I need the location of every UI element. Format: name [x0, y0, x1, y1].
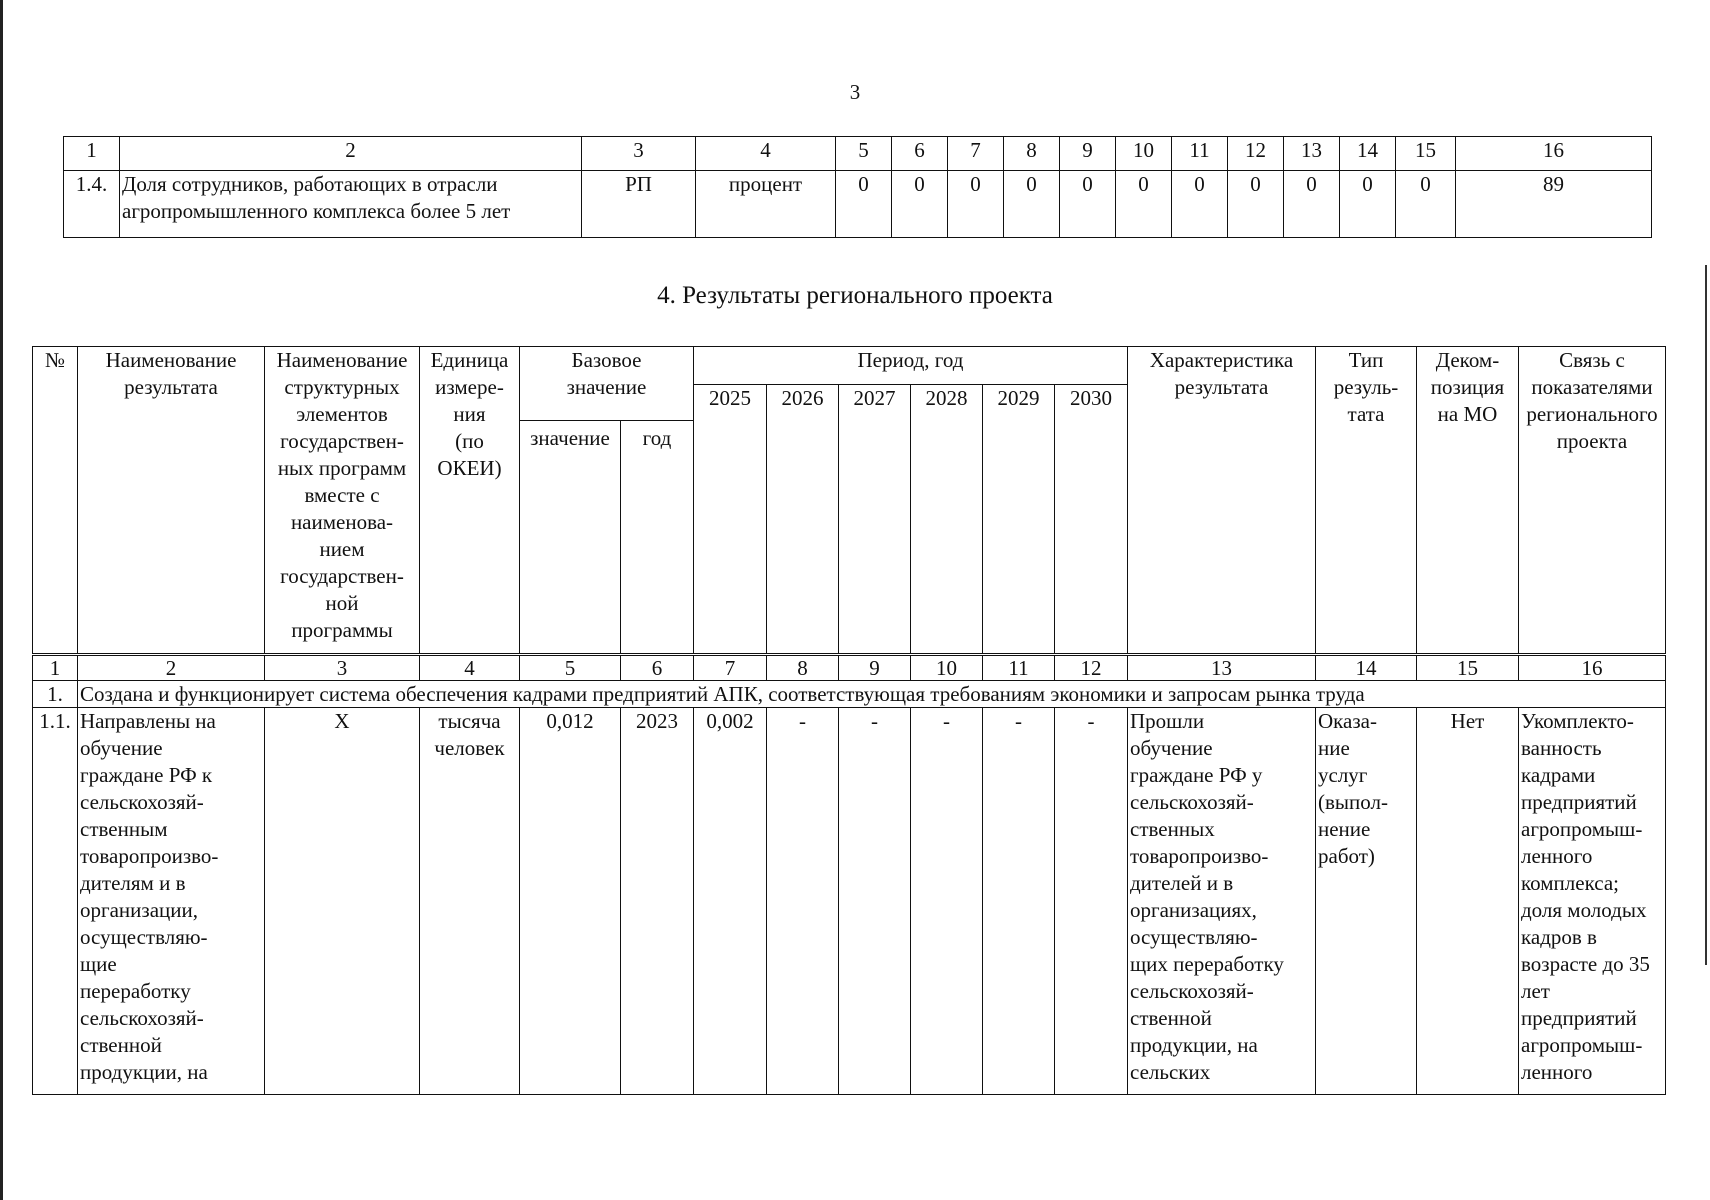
header-unit: [420, 347, 520, 655]
col-num: 14: [1316, 655, 1417, 681]
text-line: элементов: [296, 402, 388, 426]
header-link-indicators: [1519, 347, 1666, 655]
header-structural-elements: [265, 347, 420, 655]
header-result-name: [78, 347, 265, 655]
text-line: ственных: [1130, 817, 1215, 841]
section-row: [33, 681, 1666, 708]
header-base-value-value: значение: [520, 421, 621, 655]
text-line: измере-: [435, 375, 504, 399]
text-line: государствен-: [280, 564, 404, 588]
row-number: 1.1.: [33, 708, 78, 1095]
text-line: ленного: [1521, 1060, 1593, 1084]
header-period: Период, год: [694, 347, 1128, 385]
text-line: Наименование: [105, 348, 237, 372]
header-year: 2025: [694, 385, 767, 655]
table-row: [33, 708, 1666, 1095]
value-cell: 0: [1340, 171, 1396, 238]
indicator-name: [120, 171, 582, 238]
text-line: программы: [291, 618, 393, 642]
text-line: тысяча: [438, 709, 501, 733]
text-line: Деком-: [1435, 348, 1500, 372]
text-line: (по: [455, 429, 484, 453]
result-characteristic: [1128, 708, 1316, 1095]
text-line: ственной: [80, 1033, 162, 1057]
text-line: структурных: [284, 375, 400, 399]
table-row: [64, 171, 1652, 238]
text-line: нием: [319, 537, 365, 561]
text-line: дителям и в: [80, 871, 186, 895]
col-num: 12: [1055, 655, 1128, 681]
indicators-header-row: [64, 137, 1652, 171]
text-line: доля молодых: [1521, 898, 1647, 922]
unit: [420, 708, 520, 1095]
right-page-edge: [1705, 265, 1707, 965]
value-cell: 0: [1060, 171, 1116, 238]
col-num: 4: [420, 655, 520, 681]
text-line: ванность: [1521, 736, 1602, 760]
text-line: продукции, на: [80, 1060, 208, 1084]
base-value: 0,012: [520, 708, 621, 1095]
text-line: Базовое: [571, 348, 642, 372]
col-num: 9: [1060, 137, 1116, 171]
col-num: 8: [767, 655, 839, 681]
page-number: 3: [849, 80, 861, 104]
text-line: сельскохозяй-: [80, 790, 204, 814]
header-result-type: [1316, 347, 1417, 655]
text-line: организациях,: [1130, 898, 1257, 922]
text-line: Доля сотрудников, работающих в отрасли: [122, 172, 498, 196]
col-num: 10: [911, 655, 983, 681]
text-line: щих переработку: [1130, 952, 1284, 976]
row-number: 1.4.: [64, 171, 120, 238]
column-numbers-row: [33, 655, 1666, 681]
col-num: 1: [33, 655, 78, 681]
value-cell: 0: [1004, 171, 1060, 238]
col-num: 9: [839, 655, 911, 681]
left-page-edge: [0, 0, 3, 1200]
text-line: предприятий: [1521, 1006, 1637, 1030]
text-line: (выпол-: [1318, 790, 1388, 814]
header-row-1: [33, 347, 1666, 385]
text-line: услуг: [1318, 763, 1368, 787]
text-line: граждане РФ к: [80, 763, 213, 787]
col-num: 15: [1396, 137, 1456, 171]
value-cell: 0: [948, 171, 1004, 238]
text-line: ОКЕИ): [437, 456, 502, 480]
text-line: работ): [1318, 844, 1375, 868]
base-year: 2023: [621, 708, 694, 1095]
header-year: 2026: [767, 385, 839, 655]
text-line: агропромышленного комплекса более 5 лет: [122, 199, 511, 223]
text-line: показателями: [1531, 375, 1653, 399]
text-line: результата: [124, 375, 218, 399]
value-cell: 0: [1396, 171, 1456, 238]
col-num: 6: [892, 137, 948, 171]
text-line: резуль-: [1333, 375, 1399, 399]
text-line: возрасте до 35: [1521, 952, 1650, 976]
text-line: товаропроизво-: [1130, 844, 1269, 868]
text-line: сельскохозяй-: [1130, 979, 1254, 1003]
indicator-unit: процент: [696, 171, 836, 238]
results-table: [32, 346, 1666, 1095]
header-num: №: [33, 347, 78, 655]
col-num: 7: [694, 655, 767, 681]
text-line: результата: [1174, 375, 1269, 399]
text-line: граждане РФ у: [1130, 763, 1263, 787]
indicator-level: РП: [582, 171, 696, 238]
text-line: значение: [566, 375, 647, 399]
col-num: 1: [64, 137, 120, 171]
text-line: осуществляю-: [1130, 925, 1258, 949]
text-line: сельских: [1130, 1060, 1211, 1084]
value-cell: 0: [1116, 171, 1172, 238]
col-num: 5: [520, 655, 621, 681]
structural-element: Х: [265, 708, 420, 1095]
col-num: 6: [621, 655, 694, 681]
text-line: нение: [1318, 817, 1371, 841]
value-cell: 0: [1228, 171, 1284, 238]
indicators-table: [63, 136, 1652, 238]
text-line: регионального: [1526, 402, 1658, 426]
value-cell: 89: [1456, 171, 1652, 238]
header-base-value-year: год: [621, 421, 694, 655]
col-num: 11: [983, 655, 1055, 681]
header-characteristic: [1128, 347, 1316, 655]
text-line: предприятий: [1521, 790, 1637, 814]
text-line: щие: [80, 952, 117, 976]
text-line: переработку: [80, 979, 191, 1003]
col-num: 12: [1228, 137, 1284, 171]
text-line: дителей и в: [1130, 871, 1234, 895]
text-line: ния: [453, 402, 486, 426]
col-num: 8: [1004, 137, 1060, 171]
text-line: ных программ: [277, 456, 407, 480]
header-base-value: [520, 347, 694, 421]
col-num: 14: [1340, 137, 1396, 171]
text-line: человек: [434, 736, 505, 760]
link-indicators: [1519, 708, 1666, 1095]
text-line: сельскохозяй-: [80, 1006, 204, 1030]
col-num: 13: [1284, 137, 1340, 171]
text-line: комплекса;: [1521, 871, 1619, 895]
header-year: 2028: [911, 385, 983, 655]
section-number: 1.: [33, 681, 78, 708]
col-num: 2: [78, 655, 265, 681]
text-line: Связь с: [1559, 348, 1625, 372]
text-line: государствен-: [280, 429, 404, 453]
text-line: кадрами: [1521, 763, 1596, 787]
result-type: [1316, 708, 1417, 1095]
text-line: лет: [1521, 979, 1550, 1003]
text-line: агропромыш-: [1521, 817, 1643, 841]
text-line: тата: [1347, 402, 1385, 426]
col-num: 13: [1128, 655, 1316, 681]
text-line: ной: [325, 591, 359, 615]
col-num: 10: [1116, 137, 1172, 171]
text-line: на МО: [1437, 402, 1498, 426]
col-num: 7: [948, 137, 1004, 171]
decomposition: Нет: [1417, 708, 1519, 1095]
year-value: -: [1055, 708, 1128, 1095]
result-name: [78, 708, 265, 1095]
text-line: Наименование: [276, 348, 408, 372]
col-num: 5: [836, 137, 892, 171]
text-line: наименова-: [290, 510, 394, 534]
text-line: позиция: [1430, 375, 1505, 399]
text-line: Прошли: [1130, 709, 1205, 733]
col-num: 3: [265, 655, 420, 681]
header-year: 2030: [1055, 385, 1128, 655]
year-value: -: [911, 708, 983, 1095]
col-num: 4: [696, 137, 836, 171]
year-value: -: [767, 708, 839, 1095]
text-line: вместе с: [304, 483, 380, 507]
text-line: агропромыш-: [1521, 1033, 1643, 1057]
text-line: ственным: [80, 817, 168, 841]
year-value: 0,002: [694, 708, 767, 1095]
value-cell: 0: [836, 171, 892, 238]
text-line: Тип: [1348, 348, 1384, 372]
text-line: Единица: [430, 348, 509, 372]
year-value: -: [983, 708, 1055, 1095]
value-cell: 0: [1172, 171, 1228, 238]
text-line: организации,: [80, 898, 198, 922]
col-num: 2: [120, 137, 582, 171]
header-year: 2027: [839, 385, 911, 655]
col-num: 11: [1172, 137, 1228, 171]
value-cell: 0: [1284, 171, 1340, 238]
year-value: -: [839, 708, 911, 1095]
col-num: 16: [1456, 137, 1652, 171]
text-line: ленного: [1521, 844, 1593, 868]
header-decomposition: [1417, 347, 1519, 655]
text-line: Направлены на: [80, 709, 216, 733]
text-line: кадров в: [1521, 925, 1597, 949]
text-line: товаропроизво-: [80, 844, 219, 868]
text-line: Оказа-: [1318, 709, 1377, 733]
text-line: ственной: [1130, 1006, 1212, 1030]
text-line: Укомплекто-: [1521, 709, 1634, 733]
col-num: 16: [1519, 655, 1666, 681]
text-line: Характеристика: [1149, 348, 1294, 372]
text-line: продукции, на: [1130, 1033, 1258, 1057]
text-line: осуществляю-: [80, 925, 208, 949]
text-line: проекта: [1556, 429, 1628, 453]
text-line: обучение: [1130, 736, 1213, 760]
section-title: 4. Результаты регионального проекта: [657, 282, 1053, 309]
value-cell: 0: [892, 171, 948, 238]
header-year: 2029: [983, 385, 1055, 655]
section-text: Создана и функционирует система обеспечения кадрами предприятий АПК, соответствующая требованиям экономики и запросам рынка труда: [78, 681, 1666, 708]
text-line: ние: [1318, 736, 1350, 760]
text-line: сельскохозяй-: [1130, 790, 1254, 814]
col-num: 15: [1417, 655, 1519, 681]
col-num: 3: [582, 137, 696, 171]
text-line: обучение: [80, 736, 163, 760]
